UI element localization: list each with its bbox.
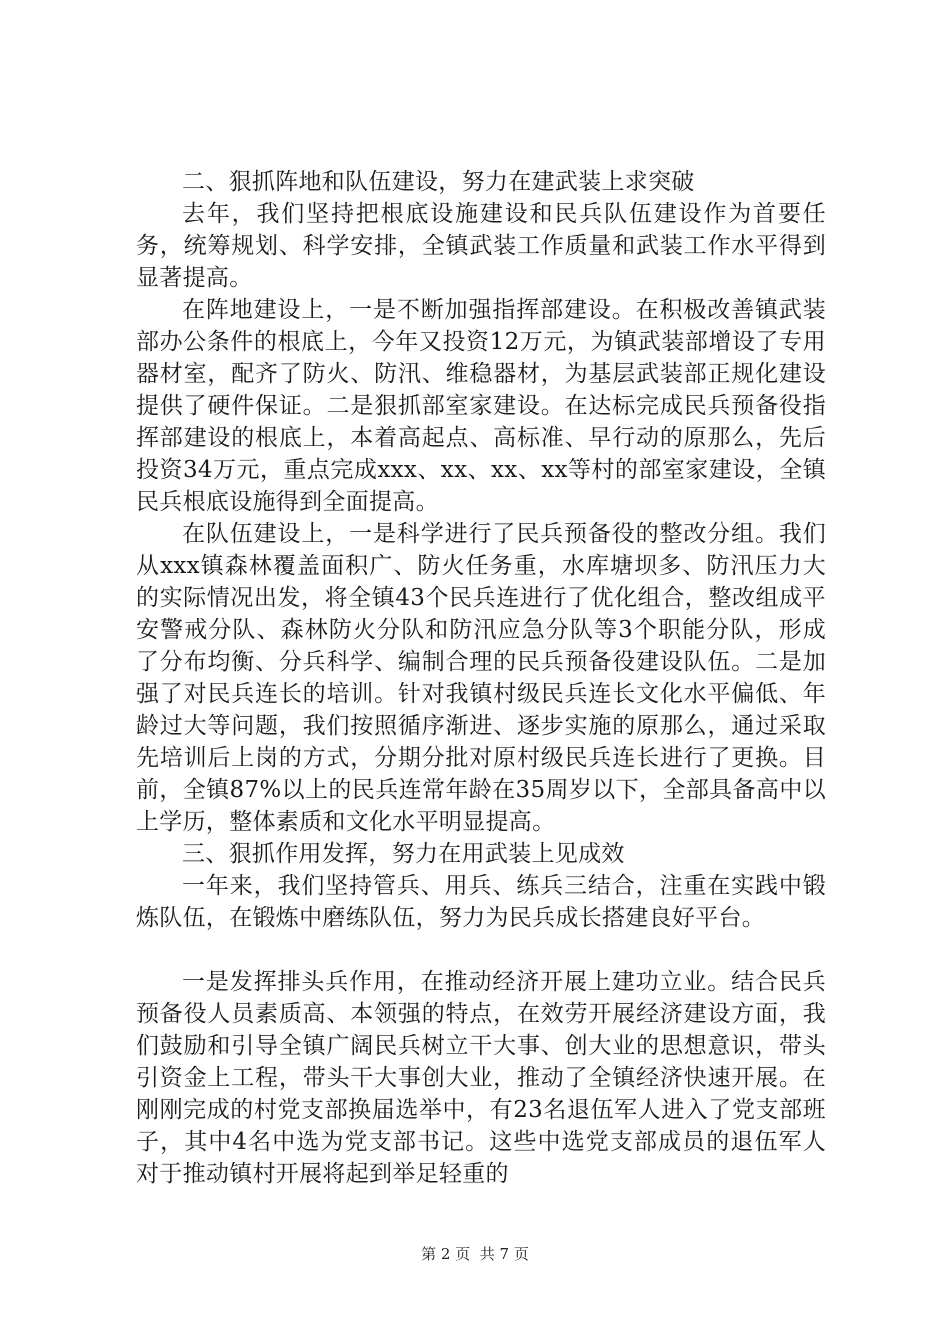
page-footer: 第 2 页 共 7 页 (421, 1245, 529, 1263)
paragraph-economic-role: 一是发挥排头兵作用，在推动经济开展上建功立业。结合民兵预备役人员素质高、本领强的特点，在效劳开展经济建设方面，我们鼓励和引导全镇广阔民兵树立干大事、创大业的思想意识，带头引资金上工程，带头干大事创大业，推动了全镇经济快速开展。在刚刚完成的村党支部换届选举中，有23名退伍军人进入了党支部班子，其中4名中选为党支部书记。这些中选党支部成员的退伍军人对于推动镇村开展将起到举足轻重的 (136, 969, 826, 1187)
paragraph-intro: 去年，我们坚持把根底设施建设和民兵队伍建设作为首要任务，统筹规划、科学安排，全镇武装工作质量和武装工作水平得到显著提高。 (136, 201, 826, 291)
paragraph-year-summary: 一年来，我们坚持管兵、用兵、练兵三结合，注重在实践中锻炼队伍，在锻炼中磨练队伍，努力为民兵成长搭建良好平台。 (136, 873, 826, 931)
section-heading-3: 三、狠抓作用发挥，努力在用武装上见成效 (182, 841, 625, 867)
paragraph-position-building: 在阵地建设上，一是不断加强指挥部建设。在积极改善镇武装部办公条件的根底上，今年又投资12万元，为镇武装部增设了专用器材室，配齐了防火、防汛、维稳器材，为基层武装部正规化建设提供了硬件保证。二是狠抓部室家建设。在达标完成民兵预备役指挥部建设的根底上，本着高起点、高标准、早行动的原那么，先后投资34万元，重点完成xxx、xx、xx、xx等村的部室家建设，全镇民兵根底设施得到全面提高。 (136, 297, 826, 515)
document-body (136, 166, 826, 1190)
section-heading-2: 二、狠抓阵地和队伍建设，努力在建武装上求突破 (182, 169, 695, 195)
paragraph-team-building: 在队伍建设上，一是科学进行了民兵预备役的整改分组。我们从xxx镇森林覆盖面积广、防火任务重，水库塘坝多、防汛压力大的实际情况出发，将全镇43个民兵连进行了优化组合，整改组成平安警戒分队、森林防火分队和防汛应急分队等3个职能分队，形成了分布均衡、分兵科学、编制合理的民兵预备役建设队伍。二是加强了对民兵连长的培训。针对我镇村级民兵连长文化水平偏低、年龄过大等问题，我们按照循序渐进、逐步实施的原那么，通过采取先培训后上岗的方式，分期分批对原村级民兵连长进行了更换。目前，全镇87%以上的民兵连常年龄在35周岁以下，全部具备高中以上学历，整体素质和文化水平明显提高。 (136, 521, 826, 835)
